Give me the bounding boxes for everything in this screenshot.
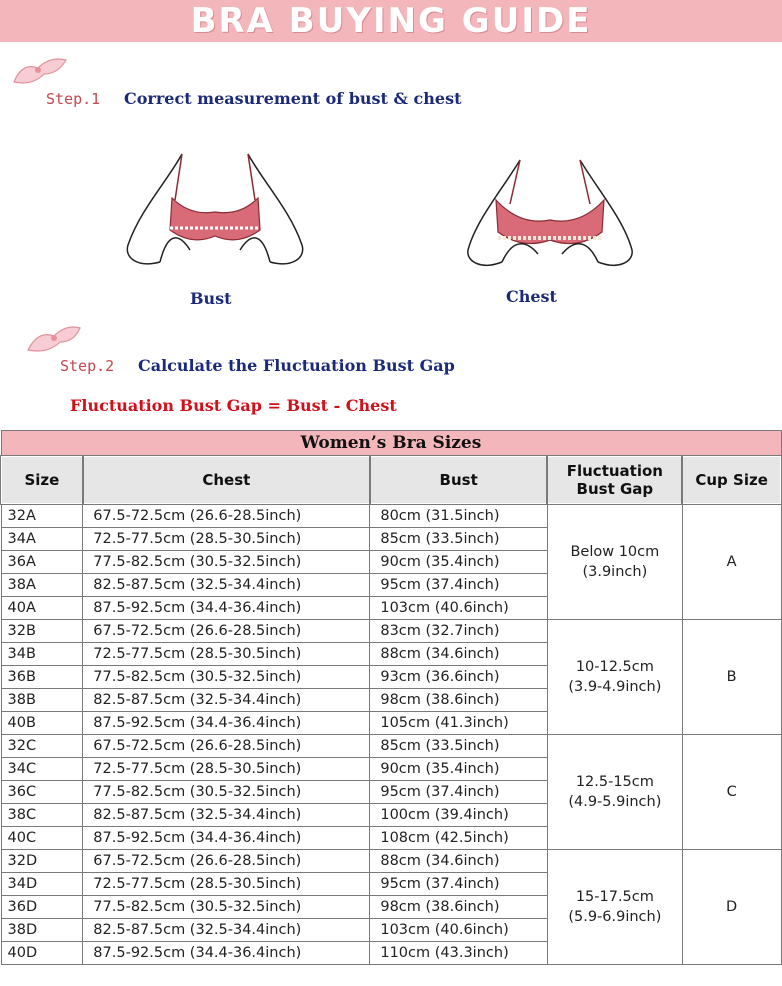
chest-cell: 67.5-72.5cm (26.6-28.5inch) [83, 735, 370, 758]
header-bust: Bust [370, 456, 548, 504]
ribbon-icon [24, 318, 84, 358]
chest-cell: 67.5-72.5cm (26.6-28.5inch) [83, 620, 370, 643]
gap-value-inch: (3.9inch) [582, 564, 648, 580]
step2-heading: Calculate the Fluctuation Bust Gap [138, 356, 455, 375]
header-chest: Chest [83, 456, 370, 504]
size-cell: 36B [1, 666, 83, 689]
chest-cell: 72.5-77.5cm (28.5-30.5inch) [83, 873, 370, 896]
size-cell: 40B [1, 712, 83, 735]
chest-cell: 67.5-72.5cm (26.6-28.5inch) [83, 850, 370, 873]
bust-cell: 90cm (35.4inch) [370, 551, 548, 574]
chest-cell: 72.5-77.5cm (28.5-30.5inch) [83, 643, 370, 666]
size-cell: 34C [1, 758, 83, 781]
gap-value-inch: (5.9-6.9inch) [568, 909, 662, 925]
bust-measure-figure [120, 150, 310, 285]
size-cell: 32D [1, 850, 83, 873]
gap-value: 12.5-15cm [575, 774, 654, 790]
bust-cell: 88cm (34.6inch) [370, 850, 548, 873]
bust-cell: 103cm (40.6inch) [370, 597, 548, 620]
header-cup: Cup Size [682, 456, 781, 504]
size-cell: 36D [1, 896, 83, 919]
chest-cell: 77.5-82.5cm (30.5-32.5inch) [83, 551, 370, 574]
bust-cell: 95cm (37.4inch) [370, 781, 548, 804]
chest-cell: 72.5-77.5cm (28.5-30.5inch) [83, 528, 370, 551]
step1-label: Step.1 [46, 90, 101, 108]
gap-formula: Fluctuation Bust Gap = Bust - Chest [70, 396, 397, 415]
cup-size-cell: B [682, 620, 781, 735]
bust-cell: 95cm (37.4inch) [370, 873, 548, 896]
bust-cell: 93cm (36.6inch) [370, 666, 548, 689]
gap-value: 15-17.5cm [575, 889, 654, 905]
chest-cell: 82.5-87.5cm (32.5-34.4inch) [83, 689, 370, 712]
size-cell: 38B [1, 689, 83, 712]
header-gap: Fluctuation Bust Gap [547, 456, 682, 504]
size-cell: 34B [1, 643, 83, 666]
step1-heading: Correct measurement of bust & chest [124, 89, 462, 108]
chest-cell: 77.5-82.5cm (30.5-32.5inch) [83, 666, 370, 689]
size-cell: 40C [1, 827, 83, 850]
bust-cell: 98cm (38.6inch) [370, 896, 548, 919]
bust-cell: 90cm (35.4inch) [370, 758, 548, 781]
chest-cell: 87.5-92.5cm (34.4-36.4inch) [83, 597, 370, 620]
gap-value-inch: (4.9-5.9inch) [568, 794, 662, 810]
gap-cell [547, 504, 682, 620]
chest-cell: 82.5-87.5cm (32.5-34.4inch) [83, 919, 370, 942]
chest-cell: 77.5-82.5cm (30.5-32.5inch) [83, 896, 370, 919]
table-row [1, 735, 781, 758]
size-cell: 38C [1, 804, 83, 827]
bust-cell: 85cm (33.5inch) [370, 528, 548, 551]
cup-size-cell: C [682, 735, 781, 850]
gap-cell [547, 735, 682, 850]
chest-cell: 87.5-92.5cm (34.4-36.4inch) [83, 712, 370, 735]
bust-cell: 100cm (39.4inch) [370, 804, 548, 827]
size-cell: 36A [1, 551, 83, 574]
table-row [1, 504, 781, 528]
bust-cell: 85cm (33.5inch) [370, 735, 548, 758]
bust-cell: 83cm (32.7inch) [370, 620, 548, 643]
chest-cell: 67.5-72.5cm (26.6-28.5inch) [83, 504, 370, 528]
bust-cell: 95cm (37.4inch) [370, 574, 548, 597]
size-cell: 40D [1, 942, 83, 965]
size-cell: 32C [1, 735, 83, 758]
gap-value-inch: (3.9-4.9inch) [568, 679, 662, 695]
guide-title: BRA BUYING GUIDE [190, 1, 592, 41]
gap-value: 10-12.5cm [575, 659, 654, 675]
size-cell: 40A [1, 597, 83, 620]
bust-cell: 88cm (34.6inch) [370, 643, 548, 666]
chest-cell: 87.5-92.5cm (34.4-36.4inch) [83, 942, 370, 965]
table-row [1, 620, 781, 643]
size-cell: 34A [1, 528, 83, 551]
size-cell: 36C [1, 781, 83, 804]
size-cell: 38A [1, 574, 83, 597]
bra-size-table [0, 430, 782, 965]
chest-cell: 87.5-92.5cm (34.4-36.4inch) [83, 827, 370, 850]
bust-cell: 108cm (42.5inch) [370, 827, 548, 850]
size-cell: 32B [1, 620, 83, 643]
bust-cell: 110cm (43.3inch) [370, 942, 548, 965]
bust-cell: 80cm (31.5inch) [370, 504, 548, 528]
bust-cell: 105cm (41.3inch) [370, 712, 548, 735]
table-caption: Women’s Bra Sizes [1, 431, 781, 457]
size-cell: 38D [1, 919, 83, 942]
bust-cell: 103cm (40.6inch) [370, 919, 548, 942]
bust-caption: Bust [190, 289, 232, 308]
chest-cell: 82.5-87.5cm (32.5-34.4inch) [83, 574, 370, 597]
chest-cell: 72.5-77.5cm (28.5-30.5inch) [83, 758, 370, 781]
size-cell: 32A [1, 504, 83, 528]
ribbon-icon [10, 52, 70, 90]
table-row [1, 850, 781, 873]
chest-cell: 77.5-82.5cm (30.5-32.5inch) [83, 781, 370, 804]
gap-cell [547, 850, 682, 965]
chest-caption: Chest [506, 287, 557, 306]
cup-size-cell: A [682, 504, 781, 620]
cup-size-cell: D [682, 850, 781, 965]
guide-banner [0, 0, 782, 42]
step2-label: Step.2 [60, 357, 115, 375]
header-size: Size [1, 456, 83, 504]
chest-cell: 82.5-87.5cm (32.5-34.4inch) [83, 804, 370, 827]
bust-cell: 98cm (38.6inch) [370, 689, 548, 712]
size-cell: 34D [1, 873, 83, 896]
gap-cell [547, 620, 682, 735]
chest-measure-figure [462, 150, 637, 285]
gap-value: Below 10cm [570, 544, 660, 560]
